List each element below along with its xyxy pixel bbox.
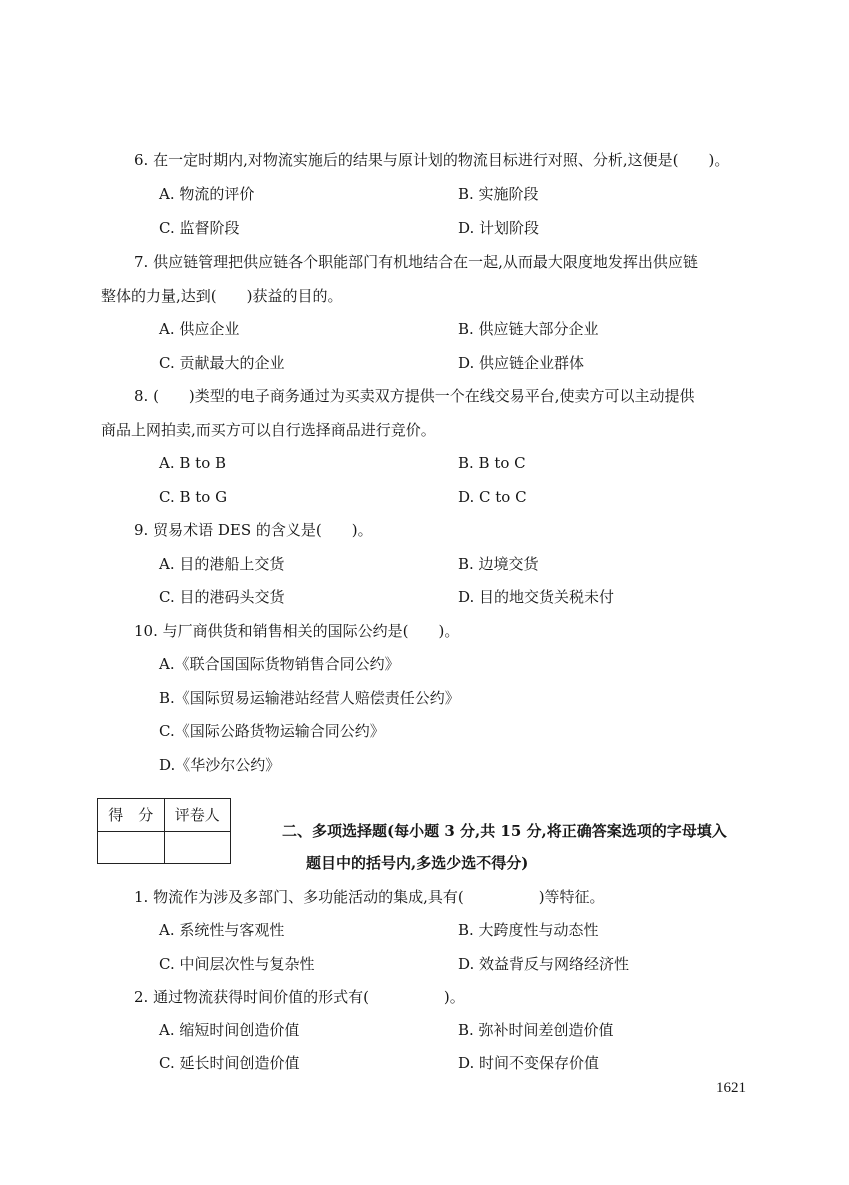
question-stem: 10. 与厂商供货和销售相关的国际公约是( )。 bbox=[134, 622, 460, 640]
option-b: B. B to C bbox=[458, 454, 526, 472]
option-a: A. 物流的评价 bbox=[159, 185, 255, 203]
option-c: C. 目的港码头交货 bbox=[159, 588, 285, 606]
option-d: D.《华沙尔公约》 bbox=[159, 756, 281, 774]
option-b: B.《国际贸易运输港站经营人赔偿责任公约》 bbox=[159, 689, 460, 707]
option-a: A. 系统性与客观性 bbox=[159, 921, 285, 939]
option-c: C. B to G bbox=[159, 488, 228, 506]
option-d: D. 供应链企业群体 bbox=[458, 354, 585, 372]
option-b: B. 大跨度性与动态性 bbox=[458, 921, 599, 939]
page-number: 1621 bbox=[716, 1080, 746, 1096]
question-stem: 2. 通过物流获得时间价值的形式有( )。 bbox=[134, 988, 465, 1006]
option-b: B. 弥补时间差创造价值 bbox=[458, 1021, 614, 1039]
question-stem: 8. ( )类型的电子商务通过为买卖双方提供一个在线交易平台,使卖方可以主动提供 bbox=[134, 387, 695, 405]
question-stem: 7. 供应链管理把供应链各个职能部门有机地结合在一起,从而最大限度地发挥出供应链 bbox=[134, 253, 698, 271]
option-b: B. 供应链大部分企业 bbox=[458, 320, 599, 338]
option-a: A. 供应企业 bbox=[159, 320, 240, 338]
option-c: C.《国际公路货物运输合同公约》 bbox=[159, 722, 385, 740]
question-stem: 6. 在一定时期内,对物流实施后的结果与原计划的物流目标进行对照、分析,这便是( )。 bbox=[134, 151, 730, 169]
score-label: 得 分 bbox=[98, 799, 165, 832]
grader-cell bbox=[164, 831, 230, 864]
question-stem-continued: 商品上网拍卖,而买方可以自行选择商品进行竞价。 bbox=[101, 421, 436, 439]
grader-score-table bbox=[97, 798, 231, 864]
section-title-line2: 题目中的括号内,多选少选不得分) bbox=[306, 854, 529, 872]
option-c: C. 监督阶段 bbox=[159, 219, 240, 237]
option-d: D. C to C bbox=[458, 488, 527, 506]
option-b: B. 边境交货 bbox=[458, 555, 539, 573]
question-stem-continued: 整体的力量,达到( )获益的目的。 bbox=[101, 287, 343, 305]
option-a: A. 目的港船上交货 bbox=[159, 555, 285, 573]
question-stem: 1. 物流作为涉及多部门、多功能活动的集成,具有( )等特征。 bbox=[134, 888, 605, 906]
score-cell bbox=[98, 831, 165, 864]
section-title-line1: 二、多项选择题(每小题 3 分,共 15 分,将正确答案选项的字母填入 bbox=[282, 822, 727, 840]
option-c: C. 延长时间创造价值 bbox=[159, 1054, 300, 1072]
option-b: B. 实施阶段 bbox=[458, 185, 539, 203]
option-d: D. 计划阶段 bbox=[458, 219, 540, 237]
option-a: A. B to B bbox=[159, 454, 227, 472]
question-stem: 9. 贸易术语 DES 的含义是( )。 bbox=[134, 521, 373, 539]
option-d: D. 效益背反与网络经济性 bbox=[458, 955, 630, 973]
grader-label: 评卷人 bbox=[164, 799, 230, 832]
option-a: A.《联合国国际货物销售合同公约》 bbox=[159, 655, 400, 673]
option-c: C. 中间层次性与复杂性 bbox=[159, 955, 315, 973]
option-c: C. 贡献最大的企业 bbox=[159, 354, 285, 372]
option-a: A. 缩短时间创造价值 bbox=[159, 1021, 300, 1039]
option-d: D. 时间不变保存价值 bbox=[458, 1054, 600, 1072]
option-d: D. 目的地交货关税未付 bbox=[458, 588, 615, 606]
